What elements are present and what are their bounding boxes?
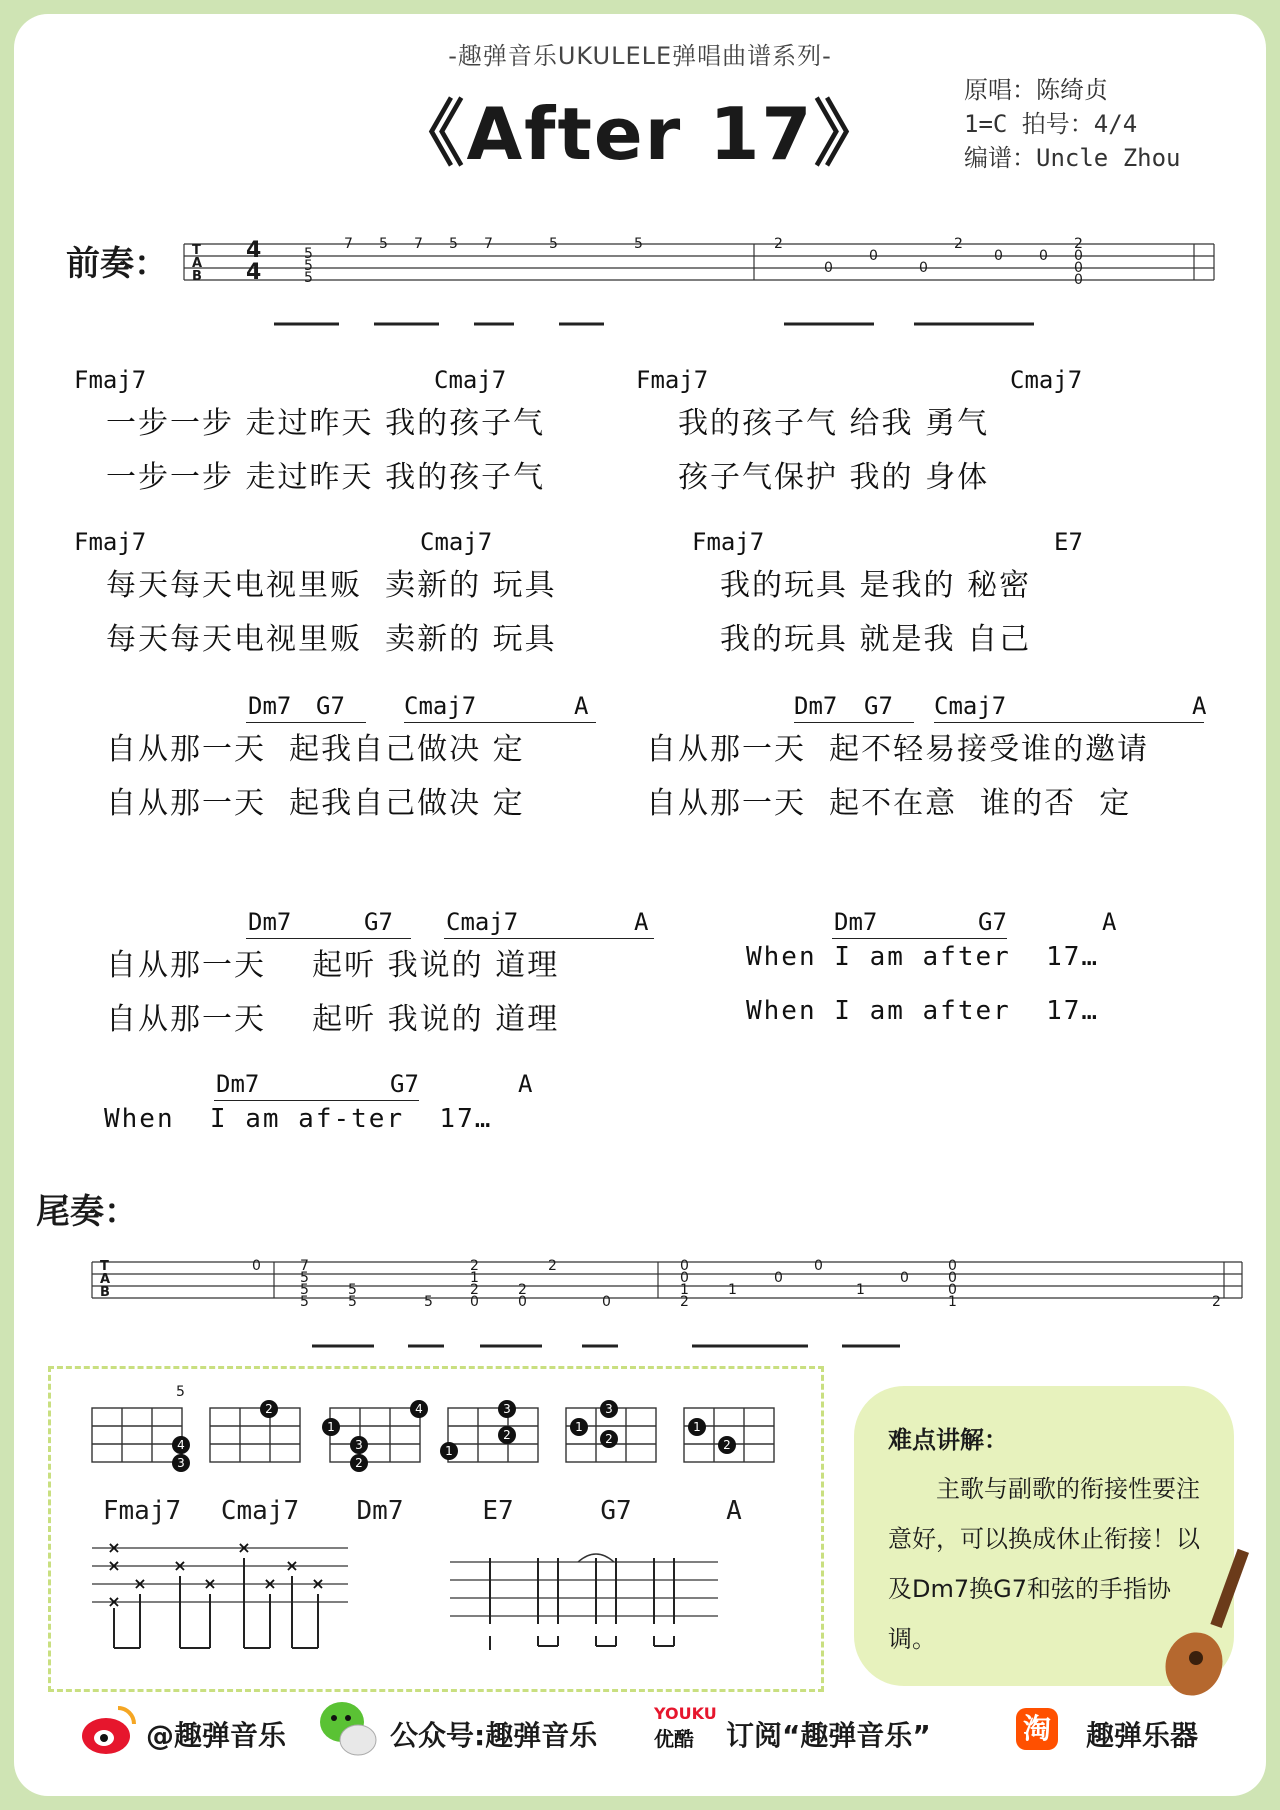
intro-tab-letters: T A B bbox=[192, 243, 203, 284]
chord-underline bbox=[246, 938, 411, 939]
outro-label: 尾奏： bbox=[36, 1192, 138, 1232]
arranger: 编谱：Uncle Zhou bbox=[964, 144, 1181, 172]
chord-underline bbox=[934, 722, 1204, 723]
svg-text:×: × bbox=[107, 1592, 121, 1611]
notes-title: 难点讲解： bbox=[888, 1426, 1008, 1454]
chord-label: A bbox=[1192, 692, 1207, 720]
lyric-line: 我的孩子气 给我 勇气 bbox=[678, 406, 990, 441]
lyric-line: When I am after 17… bbox=[746, 942, 1100, 972]
chord-underline bbox=[404, 722, 596, 723]
intro-label: 前奏： bbox=[66, 244, 168, 284]
taobao-icon[interactable]: 淘 bbox=[1016, 1708, 1058, 1750]
intro-time-signature: 4 4 bbox=[246, 238, 262, 285]
lyric-line: When I am af-ter 17… bbox=[104, 1104, 493, 1134]
strum-pattern bbox=[450, 1538, 730, 1658]
lyric-line: 自从那一天 起听 我说的 道理 bbox=[106, 1002, 560, 1037]
lyric-line: 我的玩具 是我的 秘密 bbox=[720, 568, 1032, 603]
ukulele-icon bbox=[1166, 1546, 1256, 1706]
chord-label: Cmaj7 bbox=[1010, 366, 1083, 394]
lyric-line: 每天每天电视里贩 卖新的 玩具 bbox=[106, 568, 557, 603]
chord-label: Cmaj7 bbox=[446, 908, 519, 936]
chord-label: A bbox=[518, 1070, 533, 1098]
youku-logo-latin: YOUKU bbox=[654, 1704, 717, 1723]
chord-label: Fmaj7 bbox=[74, 366, 147, 394]
chord-underline bbox=[246, 722, 366, 723]
chord-underline bbox=[444, 938, 654, 939]
notes-body: 主歌与副歌的衔接性要注意好，可以换成休止衔接！以及Dm7换G7和弦的手指协调。 bbox=[888, 1475, 1200, 1653]
key-time: 1=C 拍号：4/4 bbox=[964, 110, 1138, 138]
lyric-line: 自从那一天 起听 我说的 道理 bbox=[106, 948, 560, 983]
wechat-account[interactable]: 公众号:趣弹音乐 bbox=[390, 1719, 598, 1752]
svg-text:×: × bbox=[203, 1574, 217, 1593]
weibo-handle[interactable]: @趣弹音乐 bbox=[146, 1719, 287, 1752]
lyric-line: 每天每天电视里贩 卖新的 玩具 bbox=[106, 622, 557, 657]
chord-label: Cmaj7 bbox=[420, 528, 493, 556]
chord-label: Dm7 bbox=[794, 692, 838, 720]
youku-icon[interactable] bbox=[654, 1704, 717, 1760]
chord-label: G7 bbox=[864, 692, 893, 720]
chord-label: A bbox=[634, 908, 649, 936]
chord-label: G7 bbox=[316, 692, 345, 720]
outro-tab-letters: T A B bbox=[100, 1259, 111, 1300]
svg-text:×: × bbox=[107, 1556, 121, 1575]
youku-subscribe[interactable]: 订阅“趣弹音乐” bbox=[726, 1719, 931, 1752]
svg-text:×: × bbox=[133, 1574, 147, 1593]
chord-label: G7 bbox=[364, 908, 393, 936]
chord-label: Fmaj7 bbox=[636, 366, 709, 394]
chord-label: E7 bbox=[1054, 528, 1083, 556]
chord-label: A bbox=[1102, 908, 1117, 936]
chord-label: Fmaj7 bbox=[692, 528, 765, 556]
svg-text:×: × bbox=[237, 1538, 251, 1557]
chord-label: Cmaj7 bbox=[934, 692, 1007, 720]
lyric-line: 自从那一天 起我自己做决 定 bbox=[106, 786, 525, 821]
fingerpick-pattern bbox=[92, 1538, 352, 1658]
svg-text:×: × bbox=[285, 1556, 299, 1575]
series-title: -趣弹音乐UKULELE弹唱曲谱系列- bbox=[448, 42, 832, 70]
wechat-icon[interactable] bbox=[318, 1696, 378, 1760]
lyric-line: 自从那一天 起不轻易接受谁的邀请 bbox=[646, 732, 1150, 767]
chord-underline bbox=[832, 938, 1007, 939]
svg-text:×: × bbox=[311, 1574, 325, 1593]
lyric-line: 一步一步 走过昨天 我的孩子气 bbox=[106, 460, 546, 495]
svg-text:×: × bbox=[107, 1538, 121, 1557]
lyric-line: 我的玩具 就是我 自己 bbox=[720, 622, 1032, 657]
score-sheet: -趣弹音乐UKULELE弹唱曲谱系列- 《After 17》 原唱：陈绮贞 1=C 拍号：4/4 编谱：Uncle Zhou 前奏： T A B 4 4 5 5 5 7 5 7 5 7 5 5 2 0 0 0 2 0 0 2 0 0 0 Fmaj7 Cmaj7 Fmaj7 Cmaj7 一步一步 走过昨天 我的孩子气 我的孩子气 给我 勇气 一步一步 走过昨天 我的孩子气 孩子气保护 我的 身体 Fmaj7 Cmaj7 Fmaj7 E7 每天每天电视里贩 卖新的 玩具 我的玩具 是我的 秘密 每天每天电视里贩 卖新的 玩具 我的玩具 就是我 自己 Dm7 G7 Cmaj7 A Dm7 G7 Cmaj7 A 自从那一天 起我自己做决 定 自从那一天 起不轻易接受谁的邀请 自从那一天 起我自己做决 定 自从那一天 起不在意 谁的否 定 Dm7 G7 Cmaj7 A Dm7 G7 A 自从那一天 起听 我说的 道理 When I am after 17… 自从那一天 起听 我说的 道理 When I am after 17… Dm7 G7 A When I am af-ter 17… 尾奏： T A B 0 7 5 5 5 5 5 5 2 1 2 0 2 2 0 0 0 0 1 2 1 0 0 1 0 0 0 0 1 2 5 4 3 Fmaj7 2 Cmaj7 1 4 3 2 Dm7 3 2 1 E7 3 1 2 G7 1 2 A × × × × × × × × × × 难点讲解： 主歌与副歌的衔接性要注意好，可以换成休止衔接！以及Dm7换G7和弦的手指协调。 @趣弹音乐 公众号:趣弹音乐 YOUKU 优酷 订阅“趣弹音乐” 淘 趣弹乐器 bbox=[14, 14, 1266, 1796]
chord-label: A bbox=[574, 692, 589, 720]
lyric-line: 孩子气保护 我的 身体 bbox=[678, 460, 990, 495]
singer: 原唱：陈绮贞 bbox=[964, 76, 1108, 104]
chord-label: Dm7 bbox=[248, 692, 292, 720]
chord-label: Dm7 bbox=[834, 908, 878, 936]
lyric-line: 一步一步 走过昨天 我的孩子气 bbox=[106, 406, 546, 441]
lyric-line: 自从那一天 起不在意 谁的否 定 bbox=[646, 786, 1132, 821]
taobao-store[interactable]: 趣弹乐器 bbox=[1086, 1719, 1199, 1752]
lyric-line: 自从那一天 起我自己做决 定 bbox=[106, 732, 525, 767]
chord-label: Dm7 bbox=[216, 1070, 260, 1098]
lyric-line: When I am after 17… bbox=[746, 996, 1100, 1026]
svg-text:×: × bbox=[173, 1556, 187, 1575]
weibo-icon[interactable] bbox=[80, 1702, 140, 1758]
chord-underline bbox=[214, 1100, 419, 1101]
chord-label: Fmaj7 bbox=[74, 528, 147, 556]
outro-fret-numbers: 0 7 5 5 5 5 5 5 2 1 2 0 2 2 0 0 0 0 1 2 1 0 0 1 0 0 0 0 1 2 bbox=[252, 1258, 1221, 1310]
chord-label: Cmaj7 bbox=[404, 692, 477, 720]
chord-label: Cmaj7 bbox=[434, 366, 507, 394]
chord-label: G7 bbox=[978, 908, 1007, 936]
song-title: 《After 17》 bbox=[392, 92, 888, 176]
chord-label: G7 bbox=[390, 1070, 419, 1098]
youku-logo-cn: 优酷 bbox=[654, 1727, 694, 1751]
chord-label: Dm7 bbox=[248, 908, 292, 936]
svg-text:×: × bbox=[263, 1574, 277, 1593]
chord-underline bbox=[794, 722, 914, 723]
intro-tab-staff bbox=[184, 232, 1224, 332]
